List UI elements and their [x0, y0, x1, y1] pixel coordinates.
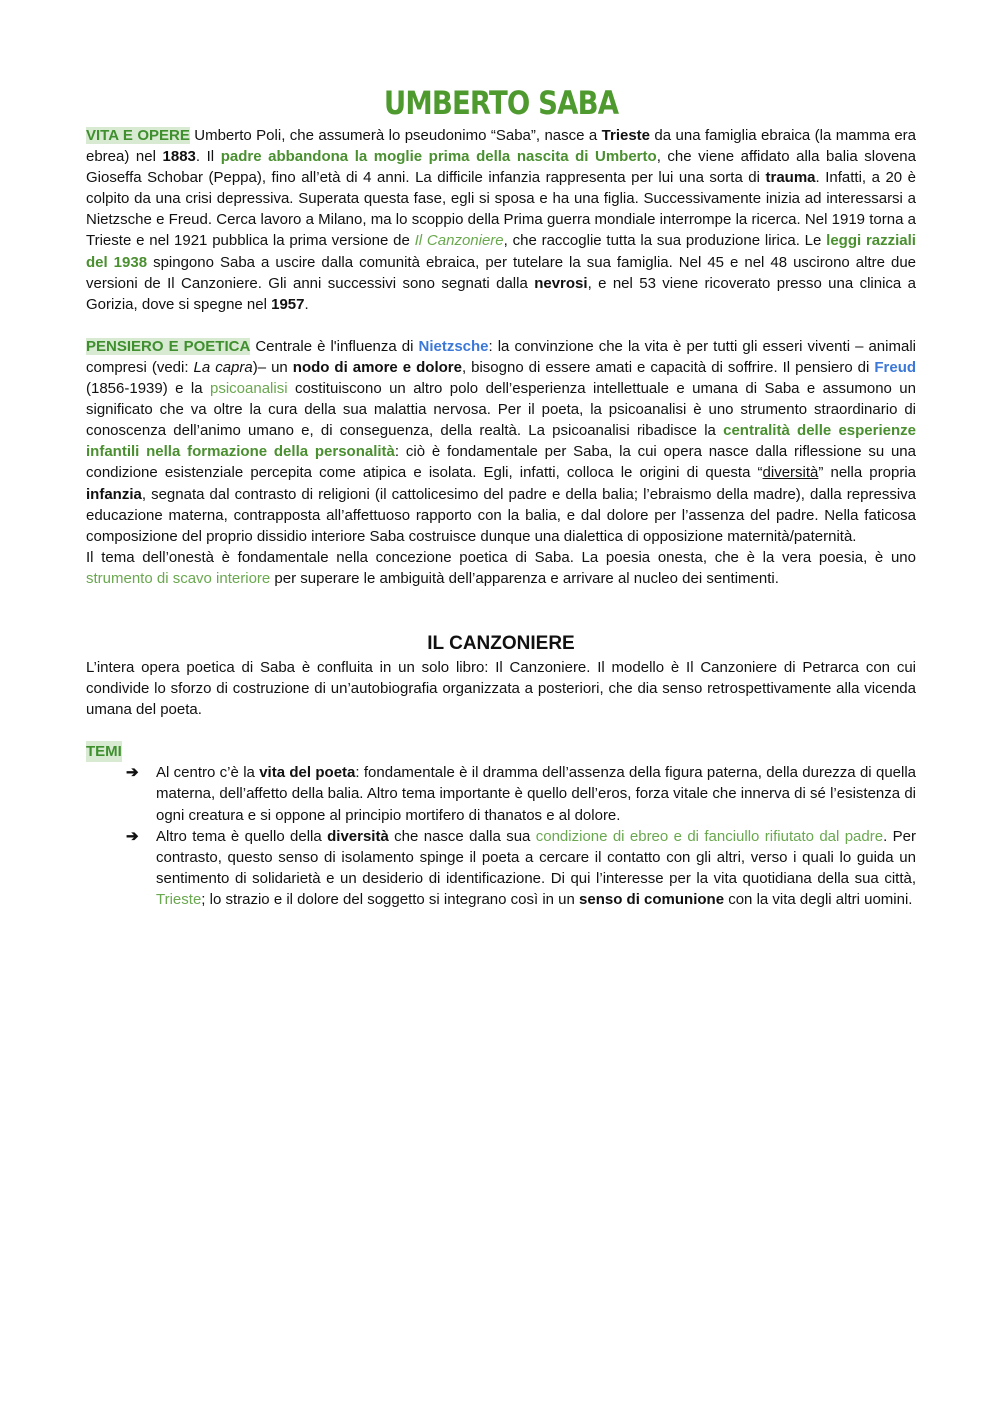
text-run: spingono Saba a uscire dalla comunità ebraica, per tutelare la sua famiglia. Nel 45 e nel 48 uscirono altre due versioni de Il Canzoniere. Gli anni successivi sono segnati dalla [86, 253, 916, 292]
italic-canzoniere: Il Canzoniere [414, 232, 504, 250]
text-run: : la convinzione che la vita è per tutti gli esseri viventi – animali compresi (vedi: [86, 337, 916, 376]
pensiero-paragraph [86, 336, 916, 547]
text-run: da una famiglia ebraica (la mamma era ebrea) nel [86, 127, 916, 166]
bold-year-birth: 1883 [162, 148, 196, 166]
text-run: Umberto Poli, che assumerà lo pseudonimo “Saba”, nasce a [189, 127, 602, 144]
spacer [86, 315, 916, 336]
arrow-icon: ➔ [126, 827, 139, 845]
bold-infanzia: infanzia [86, 485, 142, 503]
text-run: , che raccoglie tutta la sua produzione lirica. Le [503, 232, 827, 250]
text-run: con la vita degli altri uomini. [724, 890, 913, 908]
highlight-condizione: condizione di ebreo e di fanciullo rifiutato dal padre [535, 827, 884, 845]
temi-list [86, 762, 916, 910]
spacer [86, 589, 916, 631]
text-run: (1856-1939) e la [86, 380, 210, 398]
bold-trauma: trauma [765, 169, 816, 187]
document-page [86, 84, 916, 910]
temi-label: TEMI [86, 741, 122, 762]
highlight-centralita: centralità delle esperienze infantili nella formazione della personalità [86, 422, 916, 461]
canzoniere-intro: L’intera opera poetica di Saba è confluita in un solo libro: Il Canzoniere. Il modello è Il Canzoniere di Petrarca con cui condivide lo sforzo di costruzione di un’autobiografia organizzata a posteriori, che dia senso retrospettivamente alla vicenda umana del poeta. [86, 658, 916, 719]
text-run: per superare le ambiguità dell’apparenza e arrivare al nucleo dei sentimenti. [270, 569, 779, 587]
bold-trieste: Trieste [601, 127, 651, 144]
arrow-icon: ➔ [126, 764, 139, 782]
spacer [86, 720, 916, 741]
document-title: UMBERTO SABA [383, 84, 619, 122]
onesta-paragraph [86, 547, 916, 589]
text-run: : fondamentale è il dramma dell’assenza della figura paterna, della durezza di quella materna, dell’affetto della balia. Altro tema importante è quello dell’eros, forza vitale che innerva di sé l’esistenza di ogni creatura e si oppone al principio mortifero di thanatos e al dolore. [156, 764, 917, 824]
bold-vita-del-poeta: vita del poeta [259, 764, 356, 782]
text-run: , e nel 53 viene ricoverato presso una clinica a Gorizia, dove si spegne nel [86, 274, 916, 313]
highlight-freud: Freud [874, 358, 917, 376]
text-run: , bisogno di essere amati e capacità di soffrire. Il pensiero di [461, 358, 875, 376]
text-run: . Per contrasto, questo senso di isolamento spinge il poeta a cercare il contatto con gli altri, verso i quali lo guida un sentimento di solidarietà e un desiderio di identificazione. Di qui l’interesse per la vita quotidiana della sua città, [156, 827, 916, 887]
highlight-trieste: Trieste [156, 890, 202, 908]
text-run: , che viene affidato alla balia slovena Gioseffa Schobar (Peppa), fino all’età di 4 anni. La difficile infanzia rappresenta per lui una sorta di [86, 148, 916, 187]
text-run: ” nella propria [818, 464, 916, 482]
text-run: costituiscono un altro polo dell’esperienza intellettuale e umana di Saba e assumono un significato che va oltre la cura della sua malattia nervosa. Per il poeta, la psicoanalisi è uno strumento straordinario di conoscenza dell’animo umano e, di conseguenza, della realtà. La psicoanalisi ribadisce la [86, 380, 916, 440]
text-run: Al centro c’è la [156, 764, 260, 782]
text-run: : ciò è fondamentale per Saba, la cui opera nasce dalla riflessione su una condizione esistenziale percepita come atipica e isolata. Egli, infatti, colloca le origini di questa “ [86, 443, 916, 482]
bold-nodo: nodo di amore e dolore [292, 358, 462, 376]
highlight-padre: padre abbandona la moglie prima della nascita di Umberto [220, 148, 657, 166]
text-run: )– un [252, 358, 293, 376]
highlight-nietzsche: Nietzsche [418, 337, 489, 355]
italic-la-capra: La capra [193, 358, 253, 376]
text-run: Centrale è l'influenza di [250, 337, 419, 355]
text-run: ; lo strazio e il dolore del soggetto si integrano così in un [201, 890, 580, 908]
highlight-psicoanalisi: psicoanalisi [210, 380, 288, 398]
highlight-strumento: strumento di scavo interiore [86, 569, 271, 587]
underline-diversita: diversità [762, 464, 819, 482]
vita-paragraph [86, 125, 916, 315]
bold-year-death: 1957 [271, 295, 305, 313]
text-run: , segnata dal contrasto di religioni (il cattolicesimo del padre e della balia; l’ebraismo della madre), dalla repressiva educazione materna, contrapposta all’affettuoso rapporto con la balia, e dal dolore per l’assenza del padre. Nella faticosa composizione del proprio dissidio interiore Saba costruisce dunque una dialettica di opposizione maternità/paternità. [86, 485, 916, 545]
text-run: . Il [195, 148, 221, 166]
pensiero-label: PENSIERO E POETICA [86, 337, 251, 355]
list-item [126, 826, 916, 910]
list-item [126, 762, 917, 825]
text-run: Il tema dell’onestà è fondamentale nella concezione poetica di Saba. La poesia onesta, che è la vera poesia, è uno [86, 548, 916, 566]
bold-diversita: diversità [327, 827, 389, 845]
highlight-leggi-razziali: leggi razziali del 1938 [86, 232, 916, 271]
text-run: che nasce dalla sua [388, 827, 536, 845]
text-run: . [304, 295, 309, 313]
vita-label: VITA E OPERE [86, 127, 190, 144]
canzoniere-heading: IL CANZONIERE [427, 632, 575, 654]
temi-line [86, 741, 916, 762]
text-run: . Infatti, a 20 è colpito da una crisi depressiva. Superata questa fase, egli si sposa e ha una figlia. Successivamente inizia ad interessarsi a Nietzsche e Freud. Cerca lavoro a Milano, ma lo scoppio della Prima guerra mondiale interrompe la ricerca. Nel 1919 torna a Trieste e nel 1921 pubblica la prima versione de [86, 169, 917, 250]
bold-nevrosi: nevrosi [534, 274, 588, 292]
bold-senso-di-comunione: senso di comunione [579, 890, 725, 908]
text-run: Altro tema è quello della [156, 827, 328, 845]
